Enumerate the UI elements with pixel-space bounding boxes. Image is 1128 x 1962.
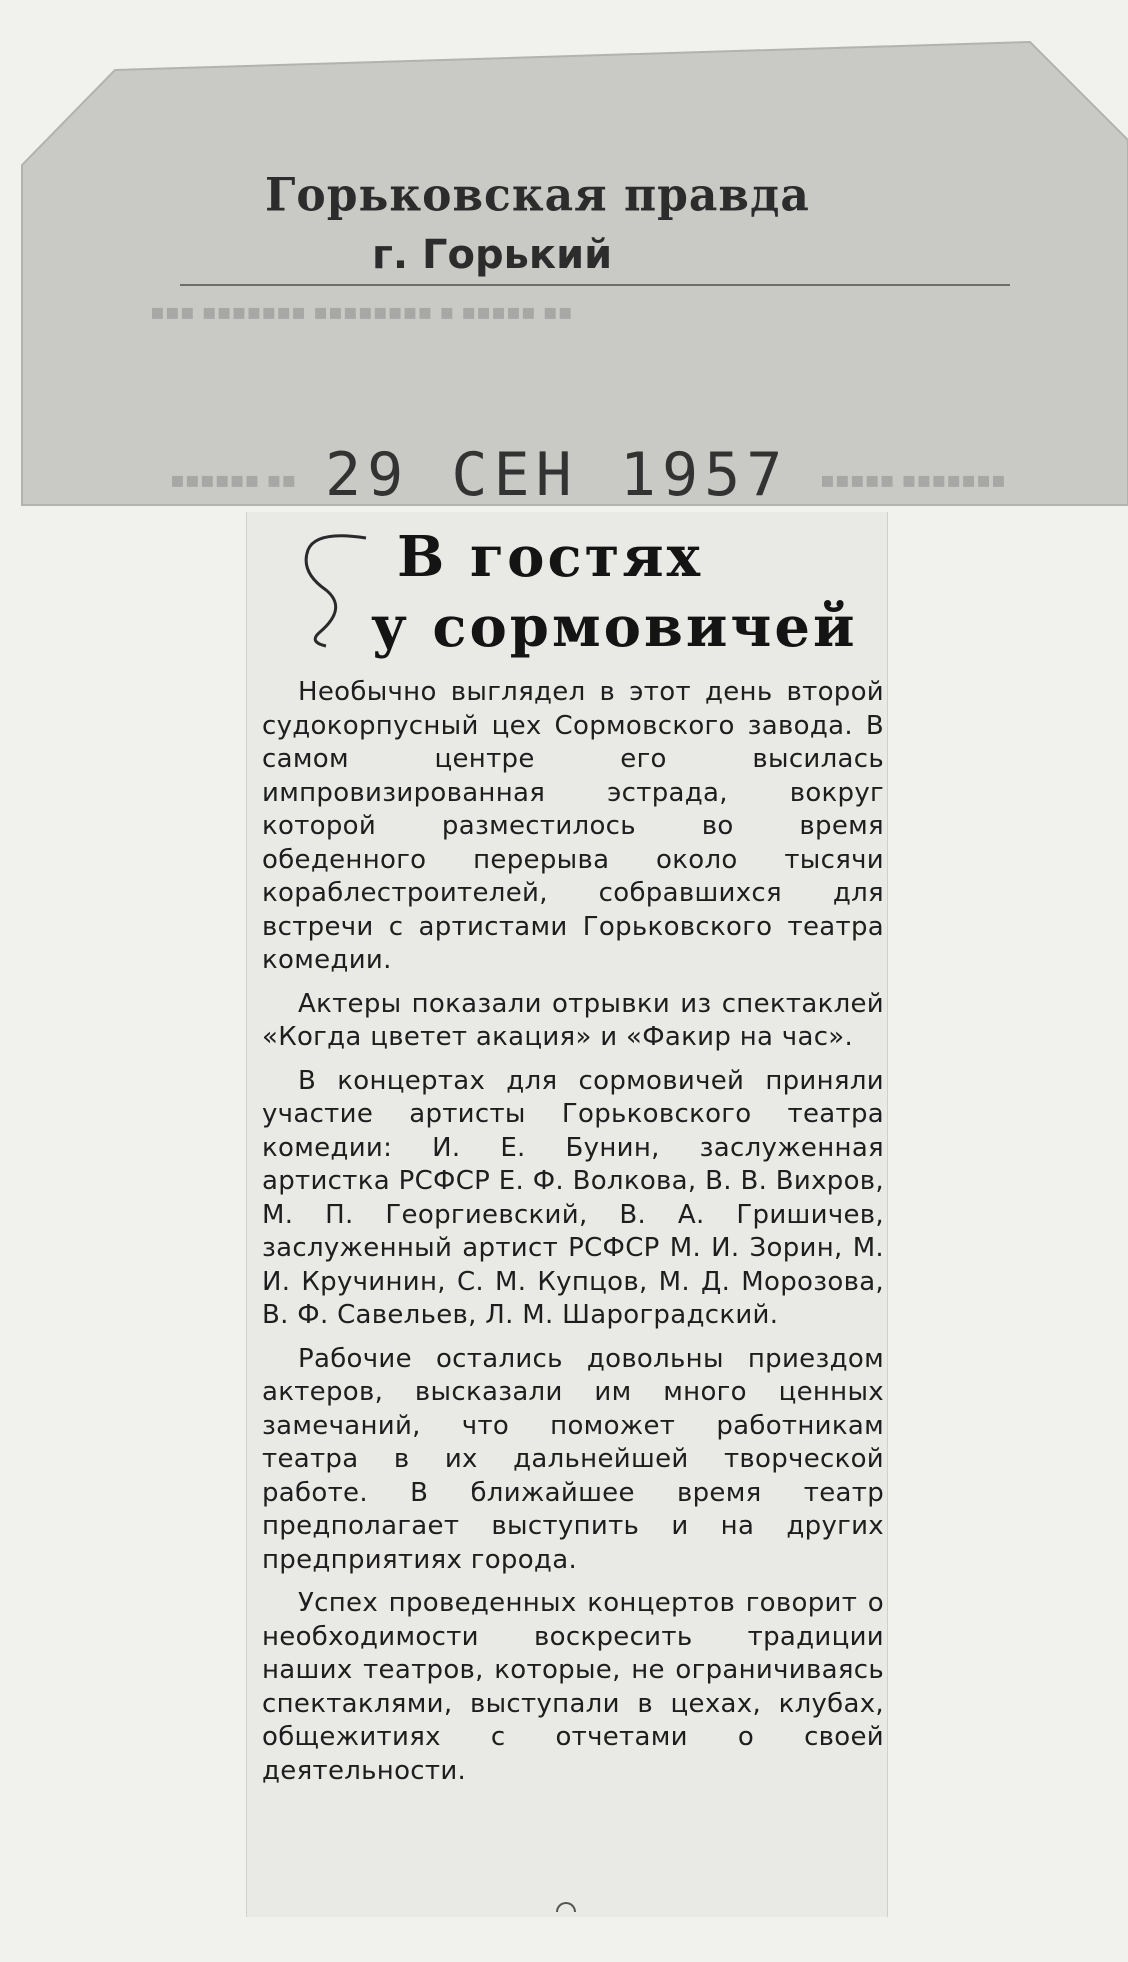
faint-bleedthrough-text: ▪▪▪▪▪▪ ▪▪ [170, 468, 297, 493]
paragraph: В концертах для сормовичей приняли участие артисты Горьковского театра комедии: И. Е. Бунин, заслуженная артистка РСФСР Е. Ф. Волкова, В. В. Вихров, М. П. Георгиевский, В. А. Гришичев, заслуженный артист РСФСР М. И. Зорин, М. И. Кручинин, С. М. Купцов, М. Д. Морозова, В. Ф. Савельев, Л. М. Шароградский. [262, 1065, 884, 1330]
paragraph: Рабочие остались довольны приездом актеров, высказали им много ценных замечаний, что поможет работникам театра в их дальнейшей творческой работе. В ближайшее время театр предполагает выступить и на других предприятиях города. [262, 1343, 884, 1575]
clipping-label [0, 0, 1128, 520]
headline-line-2: у сормовичей [371, 594, 858, 660]
stamp-underline [180, 284, 1010, 286]
article-headline [371, 522, 858, 662]
headline-line-1: В гостях [397, 524, 704, 590]
date-stamp: 29 СЕН 1957 [325, 440, 789, 510]
city-stamp: г. Горький [372, 232, 613, 278]
article-body [262, 676, 884, 1798]
faint-bleedthrough-text: ▪▪▪▪▪ ▪▪▪▪▪▪▪ [820, 468, 1006, 493]
faint-bleedthrough-text: ▪▪▪ ▪▪▪▪▪▪▪ ▪▪▪▪▪▪▪▪ ▪ ▪▪▪▪▪ ▪▪ [150, 300, 573, 325]
paragraph: Актеры показали отрывки из спектаклей «Когда цветет акация» и «Факир на час». [262, 988, 884, 1052]
paragraph: Успех проведенных концертов говорит о необходимости воскресить традиции наших театров, которые, не ограничиваясь спектаклями, выступали в цехах, клубах, общежитиях с отчетами о своей деятельности. [262, 1588, 884, 1786]
paragraph: Необычно выглядел в этот день второй судокорпусный цех Сормовского завода. В самом центре его высилась импровизированная эстрада, вокруг которой разместилось во время обеденного перерыва около тысячи кораблестроителей, собравшихся для встречи с артистами Горьковского театра комедии. [262, 677, 884, 975]
newspaper-name-stamp: Горьковская правда [265, 168, 810, 223]
